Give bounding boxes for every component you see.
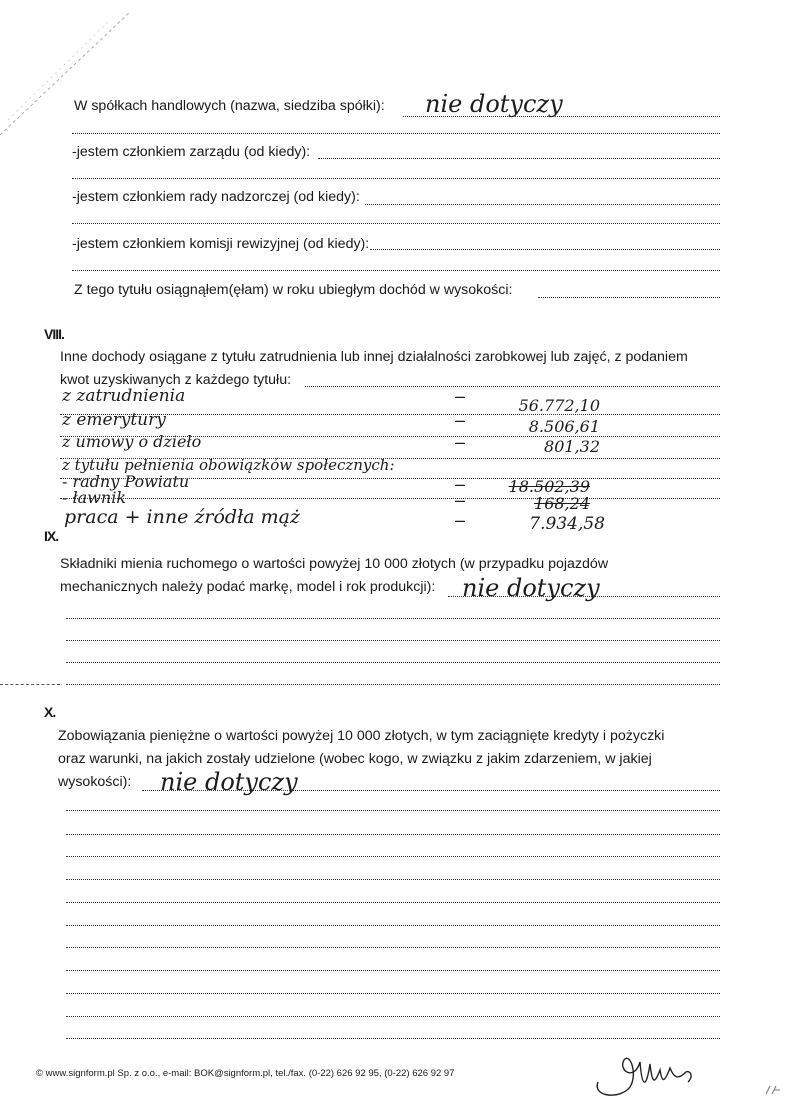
supervisory-board-label: -jestem członkiem rady nadzorczej (od kiedy): — [72, 189, 360, 205]
section-10-text-line1: Zobowiązania pieniężne o wartości powyżej 10 000 złotych, w tym zaciągnięte kredyty i pożyczki — [58, 728, 665, 744]
income-entry-juror-dash: – — [455, 490, 466, 510]
section-8-number: VIII. — [44, 326, 64, 342]
supervisory-board-line-2 — [72, 223, 720, 224]
section-10-line-11 — [66, 1016, 720, 1017]
section-10-handwritten-answer: nie dotyczy — [160, 768, 298, 796]
footer-copyright: © www.signform.pl Sp. z o.o., e-mail: BOK@signform.pl, tel./fax. (0-22) 626 92 95, (0-22) 626 92 97 — [36, 1068, 455, 1079]
companies-answer-line — [403, 116, 720, 117]
income-entry-contract-label: z umowy o dzieło — [62, 432, 202, 451]
supervisory-board-line — [365, 204, 720, 205]
section-8-text-line1: Inne dochody osiągane z tytułu zatrudnienia lub innej działalności zarobkowej lub zajęć, z podaniem — [60, 349, 688, 365]
section-9-number: IX. — [44, 528, 59, 544]
board-member-line — [318, 158, 720, 159]
section-10-line-8 — [66, 947, 720, 948]
section-10-line-4 — [66, 856, 720, 857]
section-10-line-5 — [66, 879, 720, 880]
section-10-line-12 — [66, 1038, 720, 1039]
income-entry-other-label: praca + inne źródła mąż — [64, 506, 300, 528]
section-10-line-1 — [142, 790, 720, 791]
section-10-line-7 — [66, 925, 720, 926]
audit-committee-line — [370, 249, 720, 250]
corner-mark — [764, 1082, 784, 1098]
companies-income-line — [538, 297, 720, 298]
section-10-line-3 — [66, 834, 720, 835]
income-entry-employment-amount: 56.772,10 — [518, 396, 600, 415]
section-10-line-10 — [66, 993, 720, 994]
section-9-line-2 — [66, 618, 720, 619]
income-entry-other-dash: – — [455, 510, 466, 530]
income-entry-juror-amount: 168,24 — [534, 494, 590, 513]
scan-fold-line — [0, 684, 60, 685]
section-8-text-line2: kwot uzyskiwanych z każdego tytułu: — [60, 372, 292, 388]
income-entry-social-duties-label: z tytułu pełnienia obowiązków społecznych: — [62, 456, 395, 474]
section-9-line-1 — [448, 596, 720, 597]
income-entry-pension-amount: 8.506,61 — [528, 417, 600, 436]
section-8-answer-line — [305, 386, 720, 387]
income-entry-councillor-label: - radny Powiatu — [62, 472, 190, 491]
section-10-line-6 — [66, 902, 720, 903]
section-9-text-line2: mechanicznych należy podać markę, model i rok produkcji): — [60, 579, 436, 595]
audit-committee-label: -jestem członkiem komisji rewizyjnej (od kiedy): — [72, 236, 370, 252]
income-line-5 — [60, 498, 720, 499]
section-10-number: X. — [44, 704, 56, 720]
income-entry-pension-label: z emerytury — [62, 410, 166, 430]
companies-label: W spółkach handlowych (nazwa, siedziba spółki): — [74, 98, 385, 114]
board-member-label: -jestem członkiem zarządu (od kiedy): — [72, 144, 311, 160]
income-entry-contract-dash: – — [455, 432, 466, 452]
section-9-line-3 — [66, 640, 720, 641]
income-entry-other-amount: 7.934,58 — [529, 514, 605, 534]
handwritten-signature — [590, 1042, 710, 1102]
income-entry-pension-dash: – — [455, 410, 466, 430]
section-10-text-line3: wysokości): — [58, 774, 132, 790]
section-10-text-line2: oraz warunki, na jakich zostały udzielone (wobec kogo, w związku z jakim zdarzeniem, w jakiej — [58, 751, 652, 767]
section-9-handwritten-answer: nie dotyczy — [462, 574, 600, 602]
income-entry-employment-label: z zatrudnienia — [62, 386, 186, 406]
audit-committee-line-2 — [72, 270, 720, 271]
section-9-line-4 — [66, 662, 720, 663]
section-10-line-9 — [66, 970, 720, 971]
income-entry-juror-label: - ławnik — [62, 488, 127, 507]
companies-handwritten-answer: nie dotyczy — [425, 90, 563, 118]
section-10-line-2 — [66, 810, 720, 811]
companies-income-label: Z tego tytułu osiągnąłem(ęłam) w roku ubiegłym dochód w wysokości: — [74, 282, 513, 298]
income-entry-contract-amount: 801,32 — [544, 437, 600, 456]
companies-answer-line-2 — [72, 133, 720, 134]
income-entry-employment-dash: – — [455, 386, 466, 406]
section-9-line-5 — [66, 684, 720, 685]
income-entry-councillor-amount: 18.502,39 — [508, 477, 590, 496]
income-entry-councillor-dash: – — [455, 474, 466, 494]
section-9-text-line1: Składniki mienia ruchomego o wartości powyżej 10 000 złotych (w przypadku pojazdów — [60, 556, 609, 572]
board-member-line-2 — [72, 178, 720, 179]
scan-artifact-lines — [0, 0, 140, 140]
